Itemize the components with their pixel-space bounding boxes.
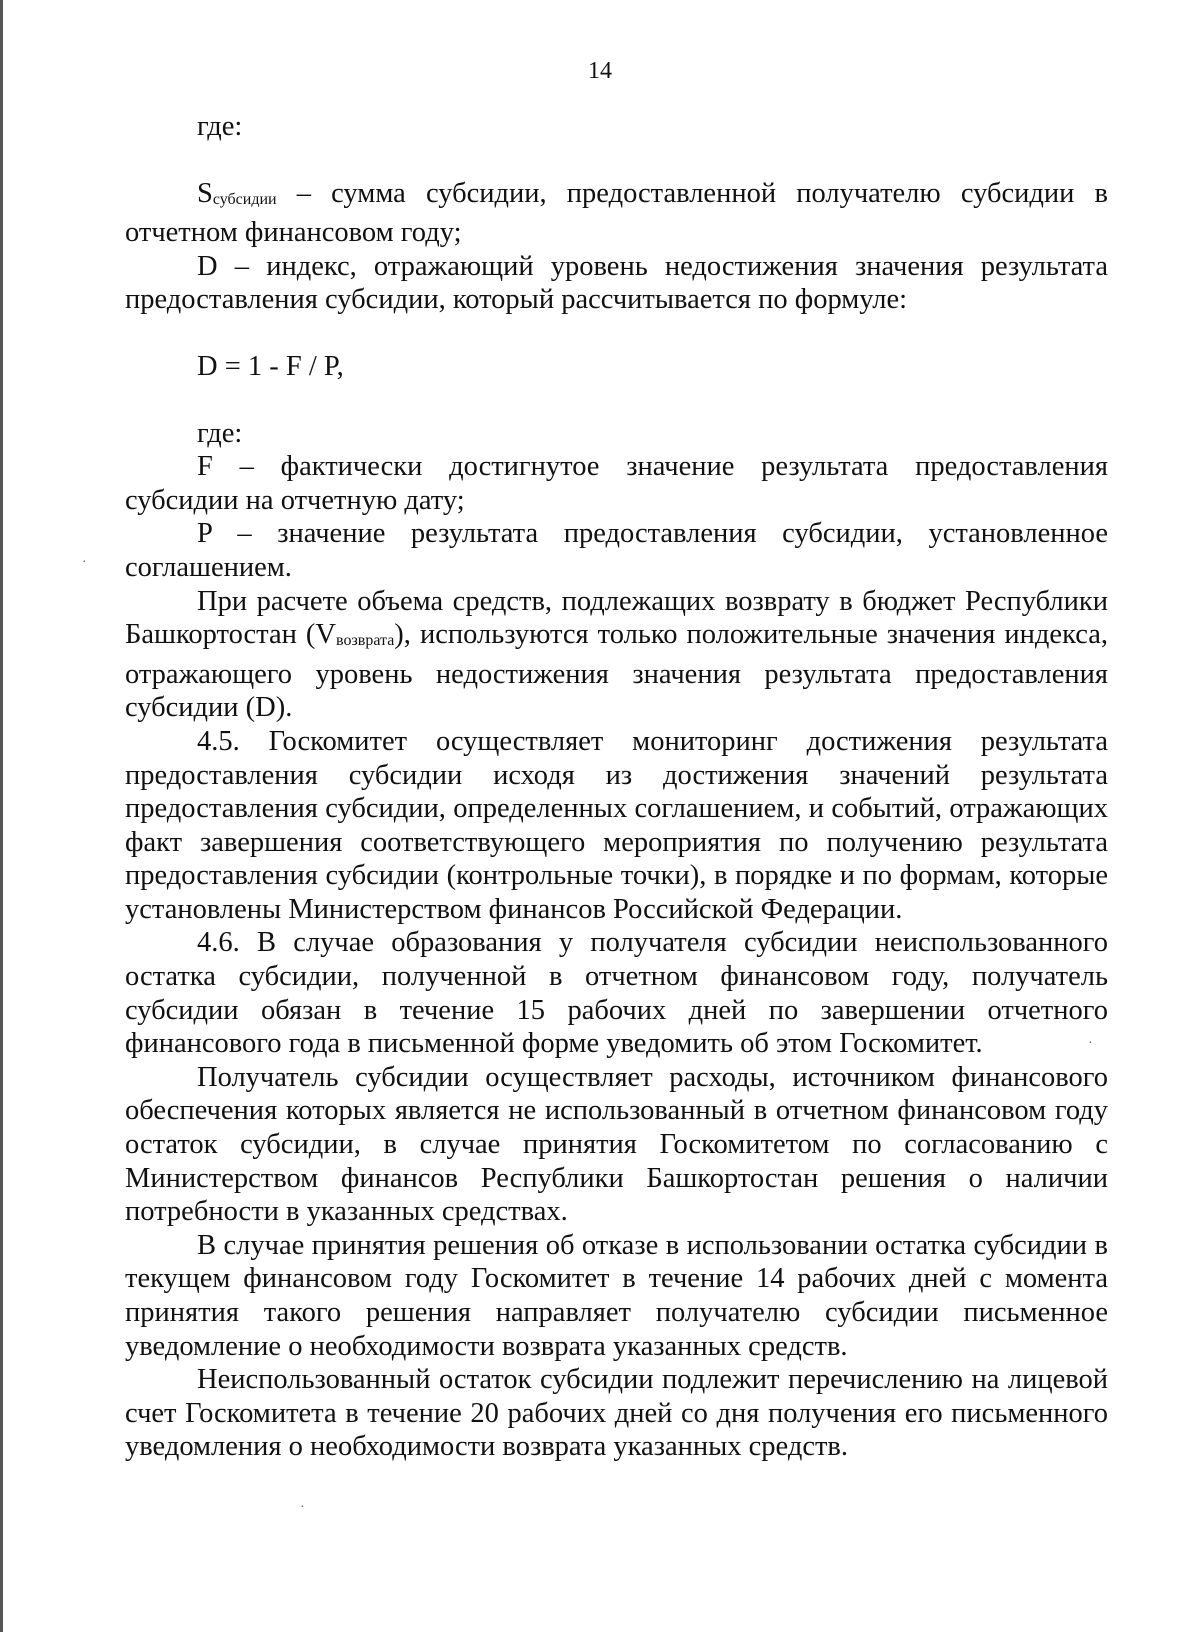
paragraph-4-5: 4.5. Госкомитет осуществляет мониторинг достижения результата предоставления субсидии исходя из достижения значений результата предоставления субсидии, определенных соглашением, и событий, отражающих факт завершения соответствующего мероприятия по получению результата предоставления субсидии (контрольные точки), в порядке и по формам, которые установлены Министерством финансов Российской Федерации. (125, 725, 1108, 925)
definition-p: P – значение результата предоставления субсидии, установленное соглашением. (125, 518, 1108, 583)
symbol-s: S (197, 177, 213, 209)
page-number: 14 (588, 58, 612, 84)
scan-speck: · (82, 555, 87, 570)
scan-edge (0, 0, 3, 1632)
where-label-2: где: (197, 417, 243, 449)
where-label-1: где: (197, 111, 243, 142)
definition-s-text: – сумма субсидии, предоставленной получателю субсидии в отчетном финансовом году; (125, 177, 1108, 249)
document-body (125, 110, 1108, 1464)
definition-f: F – фактически достигнутое значение результата предоставления субсидии на отчетную дату; (125, 451, 1108, 516)
paragraph-v-return (125, 585, 1108, 725)
v-paragraph-before: При расчете объема средств, подлежащих возврату в бюджет Республики Башкортостан (V (125, 585, 1108, 651)
formula-d: D = 1 - F / P, (197, 350, 344, 382)
subscript-subsidy: субсидии (212, 190, 277, 208)
v-paragraph-after: ), используются только положительные значения индекса, отражающего уровень недостижения значения результата предоставления субсидии (D). (125, 619, 1108, 724)
paragraph-refusal: В случае принятия решения об отказе в использовании остатка субсидии в текущем финансовом году Госкомитет в течение 14 рабочих дней с момента принятия такого решения направляет получателю субсидии письменное уведомление о необходимости возврата указанных средств. (125, 1229, 1108, 1362)
paragraph-recipient-expenses: Получатель субсидии осуществляет расходы, источником финансового обеспечения которых является не использованный в отчетном финансовом году остаток субсидии, в случае принятия Госкомитетом по согласованию с Министерством финансов Республики Башкортостан решения о наличии потребности в указанных средствах. (125, 1061, 1108, 1228)
definition-d-index: D – индекс, отражающий уровень недостижения значения результата предоставления субсидии, который рассчитывается по формуле: (125, 250, 1108, 316)
scan-speck: · (300, 1500, 305, 1515)
scan-speck: · (1088, 1036, 1093, 1051)
definition-s-subsidy (125, 177, 1108, 250)
paragraph-unused-remainder: Неиспользованный остаток субсидии подлежит перечислению на лицевой счет Госкомитета в течение 20 рабочих дней со дня получения его письменного уведомления о необходимости возврата указанных средств. (125, 1364, 1108, 1463)
subscript-return: возврата (336, 632, 395, 650)
paragraph-4-6: 4.6. В случае образования у получателя субсидии неиспользованного остатка субсидии, полученной в отчетном финансовом году, получатель субсидии обязан в течение 15 рабочих дней по завершении отчетного финансового года в письменной форме уведомить об этом Госкомитет. (125, 927, 1108, 1060)
